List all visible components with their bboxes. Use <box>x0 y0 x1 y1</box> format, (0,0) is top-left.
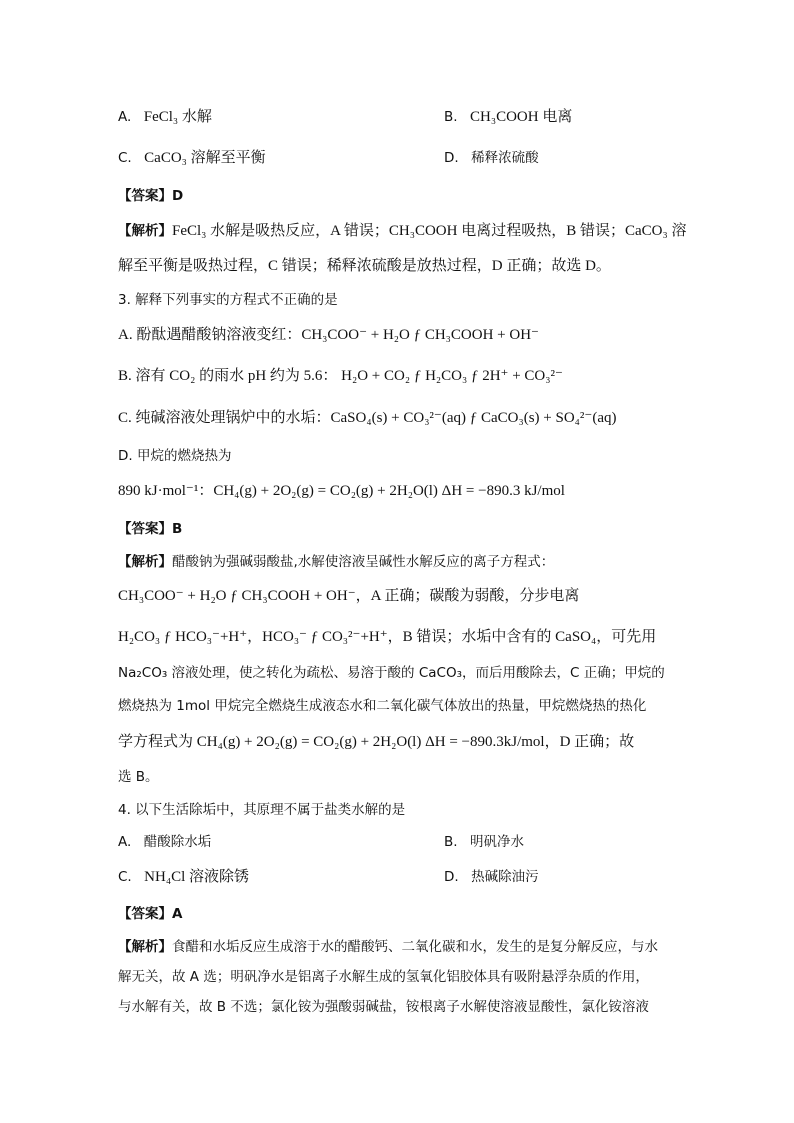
q4-option-a <box>118 832 211 852</box>
q2-option-a <box>118 107 212 127</box>
q4-analysis-text1: 食醋和水垢反应生成溶于水的醋酸钙、二氧化碳和水，发生的是复分解反应，与水 <box>172 939 658 955</box>
q3-analysis-tag: 【解析】 <box>118 554 172 570</box>
q2-option-c <box>118 148 266 168</box>
q3-stem: 3. 解释下列事实的方程式不正确的是 <box>118 292 338 308</box>
q2-analysis-text1: FeCl₃ 水解是吸热反应，A 错误；CH₃COOH 电离过程吸热，B 错误；CaCO₃ 溶 <box>172 223 687 239</box>
q3-analysis-text1: 醋酸钠为强碱弱酸盐,水解使溶液呈碱性水解反应的离子方程式： <box>172 554 555 570</box>
q4-option-d <box>444 867 539 887</box>
q3-analysis-line2: CH₃COO⁻ + H₂O ƒ CH₃COOH + OH⁻，A 正确；碳酸为弱酸，分步电离 <box>118 588 580 604</box>
q2-analysis-tag: 【解析】 <box>118 223 172 239</box>
q4-analysis-line2: 解无关，故 A 选；明矾净水是铝离子水解生成的氢氧化铝胶体具有吸附悬浮杂质的作用， <box>118 969 649 985</box>
q4-stem: 4. 以下生活除垢中，其原理不属于盐类水解的是 <box>118 802 406 818</box>
q4-analysis-line3: 与水解有关，故 B 不选；氯化铵为强酸弱碱盐，铵根离子水解使溶液显酸性，氯化铵溶液 <box>118 999 649 1015</box>
q4-answer: 【答案】A <box>118 906 183 922</box>
q2-option-d-text: 稀释浓硫酸 <box>471 150 539 166</box>
q4-analysis-line1 <box>118 937 658 957</box>
q3-analysis-line7: 选 B。 <box>118 769 159 785</box>
q2-option-d <box>444 148 539 168</box>
q3-option-d-equation: 890 kJ·mol⁻¹：CH₄(g) + 2O₂(g) = CO₂(g) + 2H₂O(l) ΔH = −890.3 kJ/mol <box>118 483 565 499</box>
q2-option-c-label: C. <box>118 150 132 166</box>
q4-option-b-label: B. <box>444 834 458 850</box>
q3-option-a: A. 酚酞遇醋酸钠溶液变红：CH₃COO⁻ + H₂O ƒ CH₃COOH + OH⁻ <box>118 327 539 343</box>
q3-analysis-line6: 学方程式为 CH₄(g) + 2O₂(g) = CO₂(g) + 2H₂O(l) ΔH = −890.3kJ/mol，D 正确；故 <box>118 734 635 750</box>
q4-option-d-label: D. <box>444 869 459 885</box>
q3-option-c: C. 纯碱溶液处理锅炉中的水垢：CaSO₄(s) + CO₃²⁻(aq) ƒ CaCO₃(s) + SO₄²⁻(aq) <box>118 410 617 426</box>
q4-option-b-text: 明矾净水 <box>470 834 525 850</box>
q2-analysis-line1 <box>118 221 686 241</box>
q3-analysis-line1 <box>118 552 554 572</box>
q3-analysis-line4: Na₂CO₃ 溶液处理，使之转化为疏松、易溶于酸的 CaCO₃，而后用酸除去，C 正确；甲烷的 <box>118 665 665 681</box>
q4-option-d-text: 热碱除油污 <box>471 869 539 885</box>
q4-option-a-text: 醋酸除水垢 <box>143 834 212 850</box>
q4-analysis-tag: 【解析】 <box>118 939 172 955</box>
q4-option-b <box>444 832 524 852</box>
q2-option-d-label: D. <box>444 150 459 166</box>
q3-option-b: B. 溶有 CO₂ 的雨水 pH 约为 5.6： H₂O + CO₂ ƒ H₂CO₃ ƒ 2H⁺ + CO₃²⁻ <box>118 368 563 384</box>
q2-option-a-label: A. <box>118 109 132 125</box>
q4-option-c <box>118 867 249 887</box>
q3-analysis-line3: H₂CO₃ ƒ HCO₃⁻+H⁺，HCO₃⁻ ƒ CO₃²⁻+H⁺，B 错误；水垢中含有的 CaSO₄，可先用 <box>118 629 657 645</box>
q4-option-a-label: A. <box>118 834 132 850</box>
q2-option-a-text: FeCl₃ 水解 <box>143 109 212 125</box>
q2-option-b-label: B. <box>444 109 458 125</box>
q2-option-b-text: CH₃COOH 电离 <box>470 109 573 125</box>
q4-option-c-label: C. <box>118 869 132 885</box>
q3-option-d: D. 甲烷的燃烧热为 <box>118 448 232 464</box>
q2-option-c-text: CaCO₃ 溶解至平衡 <box>144 150 266 166</box>
q2-analysis-line2: 解至平衡是吸热过程，C 错误；稀释浓硫酸是放热过程，D 正确；故选 D。 <box>118 258 611 274</box>
q3-analysis-line5: 燃烧热为 1mol 甲烷完全燃烧生成液态水和二氧化碳气体放出的热量，甲烷燃烧热的热化 <box>118 698 647 714</box>
q4-option-c-text: NH₄Cl 溶液除锈 <box>144 869 249 885</box>
q3-answer: 【答案】B <box>118 521 183 537</box>
q2-answer: 【答案】D <box>118 188 184 204</box>
q2-option-b <box>444 107 572 127</box>
